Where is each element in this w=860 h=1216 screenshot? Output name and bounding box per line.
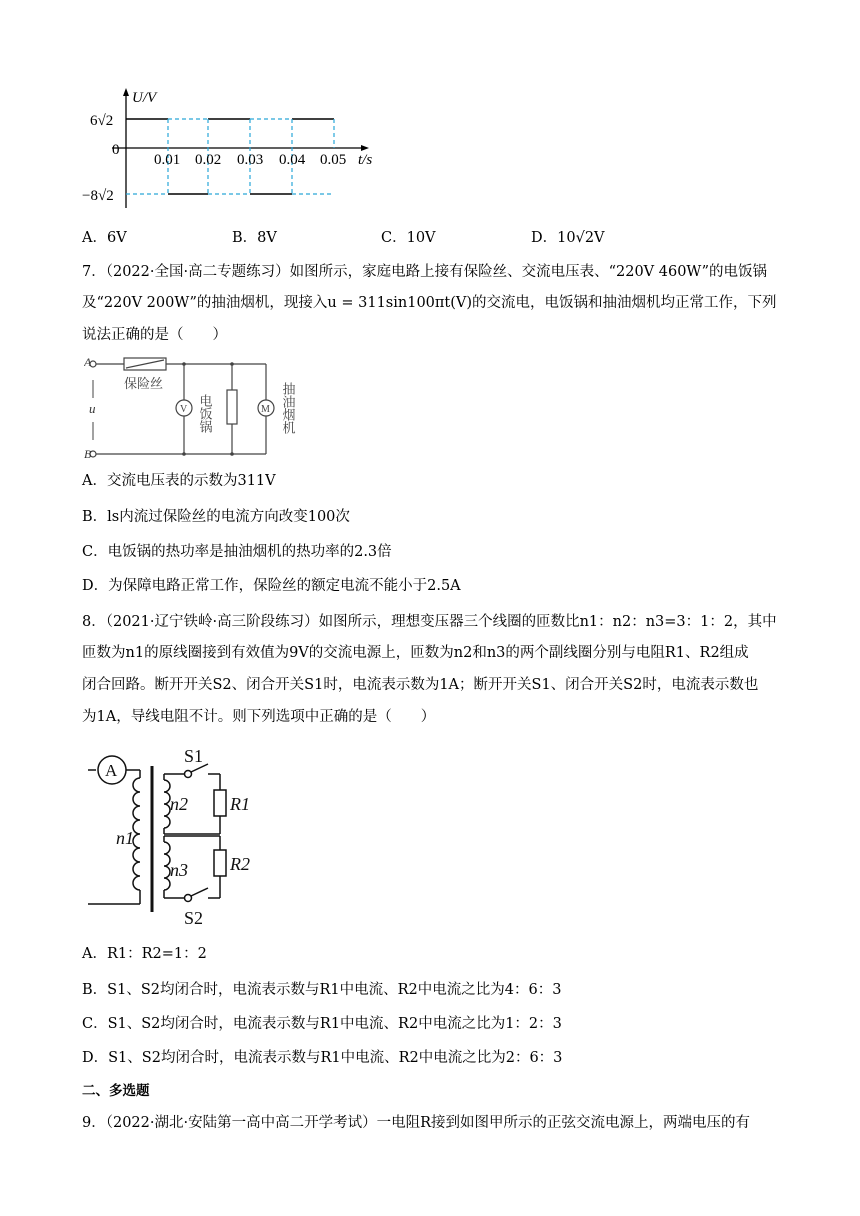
resistor-r1-label: R1: [230, 794, 250, 814]
q6-option-b[interactable]: B．8V: [232, 230, 277, 246]
q7-stem-line: 说法正确的是（ ）: [82, 327, 227, 343]
household-circuit-diagram: [84, 350, 304, 462]
q6-option-d[interactable]: D．10√2V: [531, 230, 605, 246]
q6-option-a[interactable]: A．6V: [82, 230, 127, 246]
q8-option-a[interactable]: A．R1：R2=1：2: [82, 946, 207, 962]
q8-stem-line: 8．（2021·辽宁铁岭·高三阶段练习）如图所示，理想变压器三个线圈的匝数比n1：n2：n3=3：1：2，其中: [82, 614, 777, 630]
coil-n3-label: n3: [170, 860, 188, 880]
section-heading-multiple-choice: 二、多选题: [82, 1083, 150, 1099]
ammeter-label: A: [105, 761, 118, 780]
coil-n2-label: n2: [170, 794, 188, 814]
q8-stem-line: 匝数为n1的原线圈接到有效值为9V的交流电源上，匝数为n2和n3的两个副线圈分别与电阻R1、R2组成: [82, 645, 749, 661]
voltmeter-label: V: [180, 404, 188, 415]
q8-option-c[interactable]: C．S1、S2均闭合时，电流表示数与R1中电流、R2中电流之比为1：2：3: [82, 1016, 562, 1032]
transformer-circuit-diagram: [88, 744, 268, 928]
q8-stem-line: 为1A，导线电阻不计。则下列选项中正确的是（ ）: [82, 709, 436, 725]
q8-option-b[interactable]: B．S1、S2均闭合时，电流表示数与R1中电流、R2中电流之比为4：6：3: [82, 982, 562, 998]
x-tick: 0.01: [154, 152, 181, 168]
q6-option-c[interactable]: C．10V: [381, 230, 436, 246]
q9-stem-line: 9．（2022·湖北·安陆第一高中高二开学考试）一电阻R接到如图甲所示的正弦交流电源上，两端电压的有: [82, 1115, 751, 1131]
range-hood-label: 抽油烟机: [280, 382, 296, 434]
y-tick-negative: −8√2: [82, 188, 114, 204]
coil-n1-label: n1: [116, 828, 134, 848]
q7-option-a[interactable]: A．交流电压表的示数为311V: [82, 473, 276, 489]
rice-cooker-label: 电饭锅: [197, 394, 213, 433]
terminal-a-label: A: [84, 355, 92, 369]
x-tick: 0.02: [195, 152, 222, 168]
q7-option-d[interactable]: D．为保障电路正常工作，保险丝的额定电流不能小于2.5A: [82, 578, 461, 594]
motor-label: M: [261, 404, 270, 415]
x-tick: 0.04: [279, 152, 306, 168]
terminal-b-label: B: [84, 447, 92, 461]
q8-stem-line: 闭合回路。断开开关S2、闭合开关S1时，电流表示数为1A；断开开关S1、闭合开关S2时，电流表示数也: [82, 677, 759, 693]
y-tick-zero: 0: [112, 142, 120, 158]
y-axis-label: U/V: [132, 90, 157, 106]
q7-stem-line: 7．（2022·全国·高二专题练习）如图所示，家庭电路上接有保险丝、交流电压表、“220V 460W”的电饭锅: [82, 264, 768, 280]
square-wave-graph: [82, 82, 382, 212]
resistor-r2-label: R2: [230, 854, 250, 874]
x-tick: 0.03: [237, 152, 264, 168]
fuse-label: 保险丝: [124, 376, 164, 391]
switch-s1-label: S1: [184, 746, 204, 766]
q7-option-c[interactable]: C．电饭锅的热功率是抽油烟机的热功率的2.3倍: [82, 544, 392, 560]
switch-s2-label: S2: [184, 908, 204, 928]
x-tick: 0.05: [320, 152, 347, 168]
q7-stem-line: 及“220V 200W”的抽油烟机，现接入u = 311sin100πt(V)的交流电，电饭锅和抽油烟机均正常工作，下列: [82, 295, 777, 311]
source-voltage-label: u: [89, 401, 96, 416]
x-axis-label: t/s: [358, 152, 373, 168]
q8-option-d[interactable]: D．S1、S2均闭合时，电流表示数与R1中电流、R2中电流之比为2：6：3: [82, 1050, 563, 1066]
q7-option-b[interactable]: B．ls内流过保险丝的电流方向改变100次: [82, 509, 350, 525]
y-tick-positive: 6√2: [90, 113, 114, 129]
